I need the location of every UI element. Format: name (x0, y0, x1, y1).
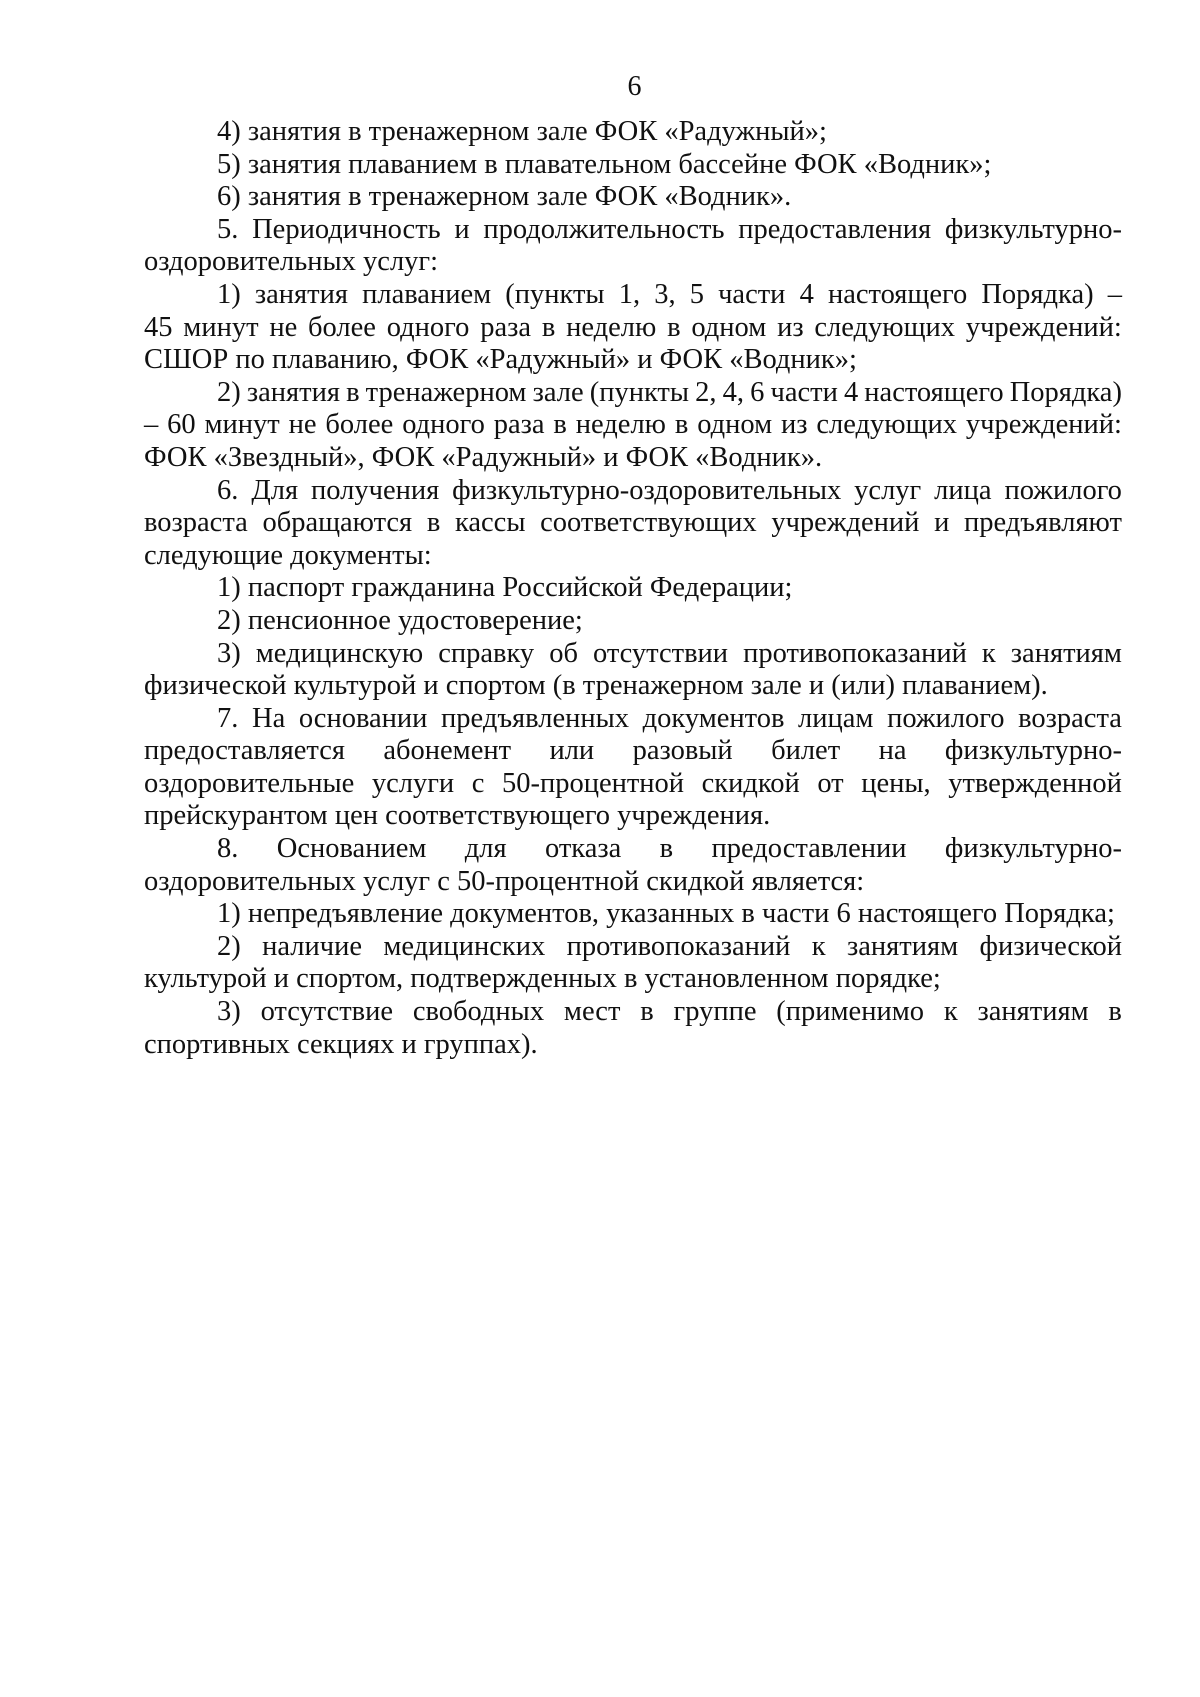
word: тренажерном (365, 376, 527, 408)
word: возраста (1018, 702, 1122, 734)
word: или (549, 735, 595, 767)
text-line (144, 931, 1122, 964)
word: Периодичность (252, 213, 441, 245)
text-line (144, 735, 1122, 768)
text-line (144, 507, 1122, 540)
word: раза (480, 311, 532, 343)
word: 4 (843, 376, 859, 408)
text-line: следующие документы: (144, 539, 432, 571)
word: в (640, 996, 654, 1028)
word: в (1108, 996, 1122, 1028)
word: раза (493, 409, 545, 441)
word: утвержденной (948, 767, 1122, 799)
text-line (144, 638, 1122, 671)
word: плаванием (362, 278, 492, 310)
word: скидкой (701, 767, 800, 799)
word: минут (183, 311, 259, 343)
word: 2, (695, 376, 717, 408)
word: одном (691, 311, 767, 343)
word: зале (532, 376, 584, 408)
text-line: СШОР по плаванию, ФОК «Радужный» и ФОК «Водник»; (144, 344, 857, 376)
word: более (308, 311, 376, 343)
word: занятия (246, 376, 340, 408)
word: следующих (816, 409, 958, 441)
word: 6. (217, 474, 239, 506)
word: медицинскую (255, 637, 424, 669)
word: предъявляют (964, 507, 1122, 539)
word: кассы (454, 507, 526, 539)
word: учреждений: (965, 409, 1122, 441)
word: оздоровительные (144, 767, 355, 799)
word: лица (934, 474, 992, 506)
word: свободных (412, 996, 545, 1028)
word: возраста (144, 507, 248, 539)
word: (пункты (505, 278, 605, 310)
word: 4, (722, 376, 745, 408)
word: разовый (632, 735, 733, 767)
word: и (934, 507, 950, 539)
text-line: 6) занятия в тренажерном зале ФОК «Водник». (217, 181, 792, 213)
word: документов (642, 702, 785, 734)
word: от (817, 767, 844, 799)
text-line (144, 377, 1122, 410)
word: на (878, 735, 907, 767)
word: Порядка) (1009, 376, 1122, 408)
text-line (144, 214, 1122, 247)
word: 6 (750, 376, 765, 408)
word: настоящего (827, 278, 968, 310)
word: 60 (167, 409, 196, 441)
word: физкультурно-оздоровительных (452, 474, 842, 506)
word: На (251, 702, 286, 734)
word: продолжительность (483, 213, 725, 245)
text-line (144, 409, 1122, 442)
text-line: 5) занятия плаванием в плавательном бассейне ФОК «Водник»; (217, 148, 992, 180)
word: неделю (575, 409, 666, 441)
word: в (553, 409, 567, 441)
word: услуги (371, 767, 455, 799)
word: мест (563, 996, 621, 1028)
word: обращаются (262, 507, 413, 539)
word: отказа (544, 833, 622, 865)
word: учреждений (771, 507, 920, 539)
word: противопоказаний (743, 637, 967, 669)
word: Основанием (276, 833, 427, 865)
word: 1) (217, 278, 241, 310)
word: занятия (254, 278, 348, 310)
word: 8. (217, 833, 239, 865)
text-line (144, 279, 1122, 312)
word: занятиям (1010, 637, 1122, 669)
word: основании (298, 702, 428, 734)
word: противопоказаний (566, 930, 791, 962)
text-line (144, 703, 1122, 736)
word: в (659, 833, 674, 865)
word: для (464, 833, 507, 865)
word: – (144, 409, 159, 441)
text-line (144, 312, 1122, 345)
text-line: 1) паспорт гражданина Российской Федерации; (217, 572, 793, 604)
word: к (943, 996, 958, 1028)
word: предоставления (738, 213, 932, 245)
text-line (144, 833, 1122, 866)
word: наличие (262, 930, 362, 962)
word: физической (979, 930, 1122, 962)
word: занятиям (847, 930, 959, 962)
word: и (454, 213, 470, 245)
word: лицам (798, 702, 874, 734)
word: в (667, 311, 681, 343)
word: настоящего (864, 376, 1004, 408)
word: в (541, 311, 556, 343)
text-line (144, 996, 1122, 1029)
word: из (781, 409, 808, 441)
word: абонемент (383, 735, 512, 767)
word: учреждений: (965, 311, 1122, 343)
word: более (325, 409, 394, 441)
word: 3) (217, 637, 241, 669)
word: (применимо (776, 996, 924, 1028)
word: 3, (654, 278, 676, 310)
word: пожилого (887, 702, 1005, 734)
word: к (981, 637, 996, 669)
word: в (674, 409, 689, 441)
word: 2) (217, 930, 241, 962)
word: 7. (217, 702, 239, 734)
word: – (1107, 278, 1122, 310)
word: соответствующих (540, 507, 757, 539)
word: в (346, 376, 360, 408)
text-line: культурой и спортом, подтвержденных в установленном порядке; (144, 963, 941, 995)
word: (пункты (589, 376, 690, 408)
word: не (269, 311, 298, 343)
text-line: 4) занятия в тренажерном зале ФОК «Радужный»; (217, 116, 827, 147)
word: Для (251, 474, 299, 506)
text-line: оздоровительных услуг с 50-процентной скидкой является: (144, 865, 865, 897)
document-body (144, 116, 1122, 1061)
word: следующих (814, 311, 956, 343)
word: 5. (217, 213, 239, 245)
word: получения (311, 474, 440, 506)
word: Порядка) (981, 278, 1094, 310)
word: предоставлении (711, 833, 907, 865)
word: одном (697, 409, 773, 441)
text-line (144, 475, 1122, 508)
text-line: оздоровительных услуг: (144, 246, 439, 278)
word: 4 (799, 278, 814, 310)
word: 2) (217, 376, 241, 408)
word: не (288, 409, 317, 441)
word: отсутствие (260, 996, 394, 1028)
text-line: 2) пенсионное удостоверение; (217, 604, 583, 636)
text-line (144, 768, 1122, 801)
word: справку (438, 637, 535, 669)
word: билет (771, 735, 841, 767)
word: физкультурно- (944, 735, 1122, 767)
word: группе (673, 996, 757, 1028)
word: физкультурно- (944, 833, 1122, 865)
word: к (811, 930, 826, 962)
word: предъявленных (441, 702, 630, 734)
word: одного (402, 409, 485, 441)
word: занятиям (977, 996, 1089, 1028)
word: одного (386, 311, 470, 343)
text-line: 1) непредъявление документов, указанных в части 6 настоящего Порядка; (217, 898, 1115, 930)
text-line: прейскурантом цен соответствующего учреждения. (144, 800, 771, 832)
word: части (770, 376, 838, 408)
word: 50-процентной (501, 767, 685, 799)
text-line: физической культурой и спортом (в тренажерном зале и (или) плаванием). (144, 670, 1048, 702)
word: 5 (689, 278, 704, 310)
word: предоставляется (144, 735, 345, 767)
text-line: спортивных секциях и группах). (144, 1028, 538, 1060)
word: с (471, 767, 485, 799)
word: части (718, 278, 786, 310)
word: 45 (144, 311, 173, 343)
page-number: 6 (627, 71, 642, 102)
word: пожилого (1004, 474, 1122, 506)
word: минут (204, 409, 280, 441)
word: 3) (217, 996, 241, 1028)
word: физкультурно- (944, 213, 1122, 245)
word: неделю (566, 311, 657, 343)
word: медицинских (383, 930, 546, 962)
word: в (426, 507, 441, 539)
text-line: ФОК «Звездный», ФОК «Радужный» и ФОК «Водник». (144, 441, 823, 473)
word: 1, (618, 278, 641, 310)
word: об (549, 637, 578, 669)
word: из (777, 311, 804, 343)
word: отсутствии (592, 637, 729, 669)
word: цены, (861, 767, 931, 799)
word: услуг (854, 474, 922, 506)
